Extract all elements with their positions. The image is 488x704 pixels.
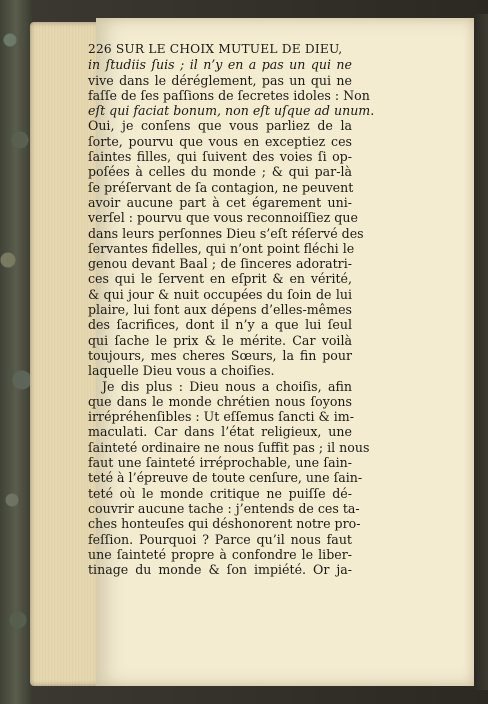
text-line: avoir aucune part à cet égarement uni-: [88, 194, 352, 210]
text-line: & qui jour & nuit occupées du ſoin de lui: [88, 286, 352, 302]
text-line: toujours, mes cheres Sœurs, la fin pour: [88, 347, 352, 363]
text-line: des ſacrifices, dont il n’y a que lui ſeul: [88, 317, 352, 333]
text-line: Oui, je conſens que vous parliez de la: [88, 118, 352, 134]
running-header: [88, 42, 352, 57]
text-line: couvrir aucune tache : j’entends de ces ta-: [88, 500, 360, 516]
text-line: dans leurs perſonnes Dieu s’eſt réſervé des: [88, 225, 364, 241]
text-line: verſel : pourvu que vous reconnoiſſiez que: [88, 210, 358, 226]
text-line: genou devant Baal ; de ſinceres adoratri-: [88, 256, 352, 272]
text-line: poſées à celles du monde ; & qui par-là: [88, 164, 352, 180]
text-line: teté où le monde critique ne puiſſe dé-: [88, 485, 352, 501]
text-line: plaire, lui font aux dépens d’elles-mêmes: [88, 302, 352, 318]
text-line: ces qui le ſervent en eſprit & en vérité,: [88, 271, 352, 287]
marbled-cover-edge: [0, 0, 32, 704]
text-line: ſervantes fidelles, qui n’ont point fléchi le: [88, 240, 355, 256]
text-line: que dans le monde chrétien nous ſoyons: [88, 393, 352, 409]
text-line: feſſion. Pourquoi ? Parce qu’il nous faut: [88, 531, 352, 547]
text-line: maculati. Car dans l’état religieux, une: [88, 424, 352, 440]
text-line: ſainteté ordinaire ne nous ſuffit pas ; il nous: [88, 439, 370, 455]
text-line: ſorte, pourvu que vous en exceptiez ces: [88, 133, 352, 149]
scan-right-edge: [474, 14, 488, 690]
text-line: vive dans le déréglement, pas un qui ne: [88, 72, 352, 88]
text-line: une ſainteté propre à confondre le liber-: [88, 546, 352, 562]
text-line: qui ſache le prix & le mérite. Car voilà: [88, 332, 352, 348]
text-line: faut une ſainteté irréprochable, une ſain-: [88, 455, 352, 471]
text-line: teté à l’épreuve de toute cenſure, une ſain-: [88, 470, 363, 486]
text-line: laquelle Dieu vous a choiſies.: [88, 363, 275, 379]
text-line: ches honteuſes qui déshonorent notre pro-: [88, 516, 361, 532]
page-number: 226: [88, 42, 112, 56]
text-line: irrépréhenſibles : Ut eſſemus ſancti & im-: [88, 409, 354, 425]
text-line: ſaintes filles, qui ſuivent des voies ſi op-: [88, 149, 352, 165]
running-head-title: SUR LE CHOIX MUTUEL DE DIEU,: [115, 42, 343, 56]
text-line: eſt qui faciat bonum, non eſt uſque ad unum.: [88, 103, 375, 119]
text-line: ſe préſervant de ſa contagion, ne peuvent: [88, 179, 354, 195]
text-line: faſſe de ſes paſſions de ſecretes idoles : Non: [88, 87, 370, 103]
page-text: [88, 42, 375, 578]
text-line: in ſtudiis ſuis ; il n’y en a pas un qui ne: [88, 57, 352, 73]
text-line: tinage du monde & ſon impiété. Or ja-: [88, 562, 352, 578]
text-line: Je dis plus : Dieu nous a choiſis, afin: [102, 378, 352, 394]
